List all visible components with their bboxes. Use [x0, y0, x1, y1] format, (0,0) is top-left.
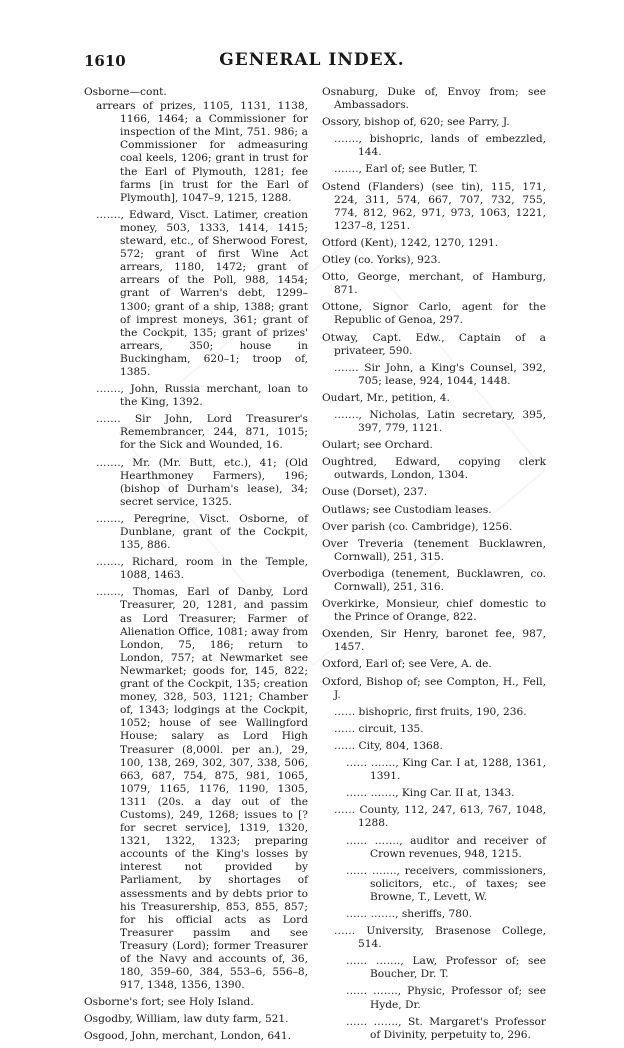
index-entry: ……. Sir John, a King's Counsel, 392, 705; lease, 924, 1044, 1448.: [334, 361, 546, 387]
index-entry: ……., Richard, room in the Temple, 1088, 1463.: [96, 556, 308, 582]
index-entry: Osborne—cont.: [84, 86, 167, 98]
index-entry: …… ……., sheriffs, 780.: [346, 907, 473, 920]
index-entry: …… bishopric, first fruits, 190, 236.: [334, 705, 527, 718]
index-entry: Otway, Capt. Edw., Captain of a privateer, 590.: [322, 331, 546, 357]
index-entry: …… ……., King Car. II at, 1343.: [346, 787, 515, 800]
index-entry: …… ……., receivers, commissioners, solicitors, etc., of taxes; see Browne, T., Levett, W.: [346, 864, 546, 903]
index-entry: …… circuit, 135.: [334, 722, 424, 735]
index-entry: Otto, George, merchant, of Hamburg, 871.: [322, 271, 546, 297]
index-entry: …… County, 112, 247, 613, 767, 1048, 1288.: [334, 804, 546, 830]
index-entry: ……., Peregrine, Visct. Osborne, of Dunblane, grant of the Cockpit, 135, 886.: [96, 512, 308, 552]
index-entry: ……., Earl of; see Butler, T.: [334, 163, 478, 176]
index-entry: Over Treveria (tenement Bucklawren, Cornwall), 251, 315.: [322, 537, 546, 563]
index-entry: ……. Sir John, Lord Treasurer's Remembrancer, 244, 871, 1015; for the Sick and Wounded, 16.: [96, 413, 308, 452]
index-entry: ……., bishopric, lands of embezzled, 144.: [334, 133, 546, 159]
index-entry: Otley (co. Yorks), 923.: [322, 254, 441, 267]
index-entry: Overbodiga (tenement, Bucklawren, co. Cornwall), 251, 316.: [322, 567, 546, 593]
index-column-right: [322, 86, 546, 1046]
index-column-left: [84, 86, 308, 1048]
index-entry: …… ……., Physic, Professor of; see Hyde, Dr.: [346, 985, 546, 1011]
index-entry: ……., John, Russia merchant, loan to the King, 1392.: [96, 383, 308, 409]
index-entry: Oxford, Bishop of; see Compton, H., Fell, J.: [322, 675, 546, 701]
index-entry: Oulart; see Orchard.: [322, 439, 433, 452]
index-entry: Outlaws; see Custodiam leases.: [322, 503, 492, 516]
index-entry: …… ……., auditor and receiver of Crown revenues, 948, 1215.: [346, 834, 546, 860]
index-entry: Ossory, bishop of, 620; see Parry, J.: [322, 116, 510, 129]
index-entry: Oughtred, Edward, copying clerk outwards, London, 1304.: [322, 456, 546, 482]
index-entry: …… ……., Law, Professor of; see Boucher, Dr. T.: [346, 955, 546, 981]
index-entry: ……., Edward, Visct. Latimer, creation money, 503, 1333, 1414, 1415; steward, etc., of Sherwood Forest, 572; grant of first Wine Act arrears, 1180, 1472; grant of arrears of the Poll, 988, 1454; grant of Warren's debt, 1299–1300; grant of a ship, 1388; grant of imprest moneys, 361; grant of the Cockpit, 135; grant of prizes' arrears, 350; house in Buckingham, 620–1; troop of, 1385.: [96, 208, 308, 378]
index-entry: …… ……., King Car. I at, 1288, 1361, 1391.: [346, 757, 546, 783]
index-entry: Overkirke, Monsieur, chief domestic to the Prince of Orange, 822.: [322, 598, 546, 624]
index-entry: Oxenden, Sir Henry, baronet fee, 987, 1457.: [322, 628, 546, 654]
index-entry: Ostend (Flanders) (see tin), 115, 171, 224, 311, 574, 667, 707, 732, 755, 774, 812, 962, 971, 973, 1063, 1221, 1237–8, 1251.: [322, 180, 546, 232]
index-entry: ……., Mr. (Mr. Butt, etc.), 41; (Old Hearthmoney Farmers), 196; (bishop of Durham's lease), 34; secret service, 1325.: [96, 456, 308, 508]
index-entry: Osnaburg, Duke of, Envoy from; see Ambassadors.: [322, 86, 546, 112]
index-entry: Osgodby, William, law duty farm, 521.: [84, 1013, 289, 1026]
index-entry: Ouse (Dorset), 237.: [322, 486, 428, 499]
index-entry: …… City, 804, 1368.: [334, 739, 443, 752]
index-entry: …… University, Brasenose College, 514.: [334, 925, 546, 951]
index-entry: Ottone, Signor Carlo, agent for the Republic of Genoa, 297.: [322, 301, 546, 327]
index-entry: Osgood, John, merchant, London, 641.: [84, 1030, 291, 1043]
index-entry: Osborne's fort; see Holy Island.: [84, 996, 254, 1009]
index-entry: ……., Thomas, Earl of Danby, Lord Treasurer, 20, 1281, and passim as Lord Treasurer; Farmer of Alienation Office, 1081; away from London, 75, 186; return to London, 757; at Newmarket see Newmarket; goods for, 145, 822; grant of the Cockpit, 135; creation money, 328, 503, 1121; Chamber of, 1343; lodgings at the Cockpit, 1052; house of see Wallingford House; salary as Lord High Treasurer (8,000l. per an.), 29, 100, 138, 269, 302, 307, 338, 506, 663, 687, 754, 875, 981, 1065, 1079, 1165, 1176, 1190, 1305, 1311 (20s. a day out of the Customs), 249, 1268; issues to [? for secret service], 1319, 1320, 1321, 1322, 1323; preparing accounts of the King's losses by interest not provided by Parliament, by shortages of assessments and by debts prior to his Treasurership, 853, 855, 857; for his official acts as Lord Treasurer passim and see Treasury (Lord); former Treasurer of the Navy and accounts of, 36, 180, 359–60, 384, 553–6, 556–8, 917, 1348, 1356, 1390.: [96, 586, 308, 992]
page-number: 1610: [84, 52, 126, 70]
index-entry: Oudart, Mr., petition, 4.: [322, 391, 450, 404]
page-title: GENERAL INDEX.: [219, 50, 405, 70]
index-entry: …… ……., St. Margaret's Professor of Divinity, perpetuity to, 296.: [346, 1015, 546, 1041]
index-entry: arrears of prizes, 1105, 1131, 1138, 1166, 1464; a Commissioner for inspection of the Mint, 751. 986; a Commissioner for admeasuring coal keels, 1206; grant in trust for the Earl of Plymouth, 1281; fee farms [in trust for the Earl of Plymouth], 1047–9, 1215, 1288.: [96, 100, 308, 204]
index-entry: Oxford, Earl of; see Vere, A. de.: [322, 658, 492, 671]
index-entry: Over parish (co. Cambridge), 1256.: [322, 520, 513, 533]
index-entry: Otford (Kent), 1242, 1270, 1291.: [322, 236, 499, 249]
index-entry: ……., Nicholas, Latin secretary, 395, 397, 779, 1121.: [334, 408, 546, 435]
